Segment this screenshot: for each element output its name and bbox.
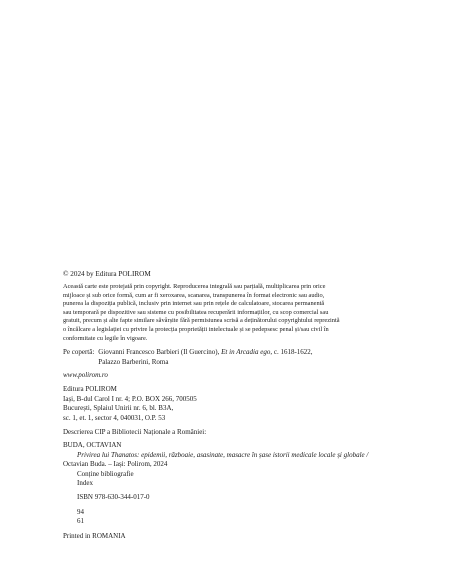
cip-record bbox=[63, 428, 393, 527]
classification-code: 61 bbox=[77, 517, 84, 526]
cip-heading: Descrierea CIP a Bibliotecii Naționale a României: bbox=[63, 428, 207, 436]
publisher-address-line: București, Splaiul Unirii nr. 6, bl. B3A, bbox=[63, 404, 174, 413]
legal-notice bbox=[63, 283, 393, 343]
publisher-website: www.polirom.ro bbox=[63, 370, 108, 379]
cover-credit bbox=[63, 348, 393, 367]
cover-artist: Giovanni Francesco Barbieri (Il Guercino), bbox=[98, 348, 222, 357]
cover-label: Pe copertă: bbox=[63, 348, 95, 357]
publisher-address bbox=[63, 385, 393, 423]
classification-code: 94 bbox=[77, 507, 84, 516]
cover-artwork-title: Et in Arcadia ego bbox=[221, 348, 271, 357]
isbn: ISBN 978-630-344-017-0 bbox=[77, 493, 150, 502]
cip-author: BUDA, OCTAVIAN bbox=[63, 441, 122, 450]
cip-note: Conține bibliografie bbox=[77, 469, 134, 478]
legal-line: gratuit, precum și alte fapte similare săvârșite fără permisiunea scrisă a deținătorului copyrightului reprezintă bbox=[63, 317, 340, 325]
legal-line: conformitate cu legile în vigoare. bbox=[63, 334, 148, 342]
legal-line: Această carte este protejată prin copyright. Reproducerea integrală sau parțială, multiplicarea prin orice bbox=[63, 283, 326, 290]
publisher-name: Editura POLIROM bbox=[63, 385, 117, 394]
cip-book-title-cont: Octavian Buda. – Iași: Polirom, 2024 bbox=[63, 460, 168, 469]
cip-note: Index bbox=[77, 479, 93, 488]
cover-credit-line-1 bbox=[98, 348, 312, 357]
legal-line: mijloace și sub orice formă, cum ar fi xeroxarea, scanarea, transpunerea în format electronic sau audio, bbox=[63, 291, 325, 299]
cip-book-title: Privirea lui Thanatos: epidemii, războaie, asasinate, masacre în șase istorii medicale locale și globale / bbox=[77, 450, 369, 459]
copyright-notice: © 2024 by Editura POLIROM bbox=[63, 270, 151, 278]
cover-artwork-date: , c. 1618-1622, bbox=[270, 348, 313, 357]
legal-line: punerea la dispoziția publică, inclusiv prin internet sau prin rețele de calculatoare, stocarea permanentă bbox=[63, 300, 325, 308]
cover-credit-line-2: Palazzo Barberini, Roma bbox=[98, 357, 169, 366]
copyright-page bbox=[63, 270, 393, 541]
printed-in: Printed in ROMANIA bbox=[63, 531, 126, 540]
publisher-address-line: Iași, B-dul Carol I nr. 4; P.O. BOX 266, 700505 bbox=[63, 394, 197, 403]
legal-line: o încălcare a legislației cu privire la protecția proprietății intelectuale și se pedepsesc penal și/sau civil în bbox=[63, 325, 329, 333]
legal-line: sau temporară pe dispozitive sau sisteme cu posibilitatea recuperării informațiilor, cu scop comercial sau bbox=[63, 308, 329, 316]
publisher-address-line: sc. 1, et. 1, sector 4, 040031, O.P. 53 bbox=[63, 413, 166, 422]
